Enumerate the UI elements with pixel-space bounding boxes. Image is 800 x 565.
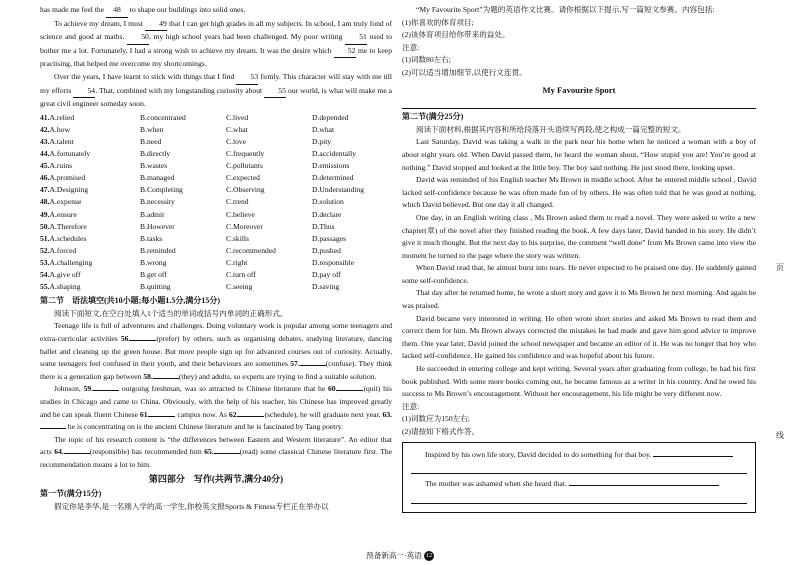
option-d: D.passages xyxy=(312,233,346,243)
page-number: 12 xyxy=(425,552,433,559)
option-d: D.depended xyxy=(312,112,349,122)
option-a: 47.A.Designing xyxy=(40,185,89,195)
option-d: D.solution xyxy=(312,197,344,207)
answer-line[interactable] xyxy=(402,108,756,109)
writing-section1-title: 第一节(满分15分) xyxy=(40,489,102,499)
story-paragraph: Last Saturday, David was taking a walk in the park near his home when he noticed a woman with a boy of about eight years old. When David passed them, he heard the woman shout, “How stupid you are! You’re good at nothing.” David stopped and looked at the little boy. The boy said nothing. He just stood there, looking upset. xyxy=(402,137,756,172)
option-c: C.love xyxy=(226,136,247,146)
cloze-options xyxy=(40,112,392,293)
question-number: 45. xyxy=(40,161,50,171)
option-c: C.right xyxy=(226,257,248,267)
option-a: 55.A.shaping xyxy=(40,282,81,292)
side-mark-1: 页 xyxy=(776,263,784,272)
writing-point-2: (2)该体育项目给你带来的益处。 xyxy=(402,30,510,40)
question-number: 44. xyxy=(40,149,50,159)
question-number: 42. xyxy=(40,124,50,134)
answer-line[interactable] xyxy=(411,491,747,504)
option-c: C.pollutants xyxy=(226,161,263,171)
grammar-paragraph-3: The topic of his research content is “the differences between Eastern and Western literature”. An editor that acts 64. (responsible) has recommended him 65. (read) some classical Chinese literature first. The recommendation means a lot to him. xyxy=(40,434,392,469)
note-label: 注意: xyxy=(402,42,420,52)
option-b: B.tasks xyxy=(140,233,163,243)
option-c: C.seeing xyxy=(226,282,253,292)
story-paragraph: David became very interested in writing. He often wrote short stories and asked Ms Brown to read them and correct them for him. Ms Brown always corrected the mistakes he had made and gave him good advice to improve them. One year later, David joined the school newspaper and became an editor of it. He was no longer that boy who lacked self-confidence. He gained his confidence and was hopeful about his future. xyxy=(402,313,756,361)
option-c: C.recommended xyxy=(226,245,276,255)
grammar-paragraph-1: Teenage life is full of adventures and challenges. Doing voluntary work is popular among some teenagers and extra-curricular activities 56. (prefer) by others, such as organising debates, studying literature, dancing ballet and cleaning up the green house. But more people sign up for advanced courses out of curiosity. Actually, some teenagers feel confused in their youth, and their behaviours are sometimes 57. (confuse). They think there is a generation gap between 58. (they) and adults, so experts are trying to find a suitable solution. xyxy=(40,321,392,381)
option-b: B.However xyxy=(140,221,175,231)
option-a: 42.A.how xyxy=(40,124,70,134)
writing-section1-prompt: 假定你是李华,是一名刚入学的高一学生,你校英文报Sports & Fitness专栏正在举办以 xyxy=(54,501,329,511)
option-b: B.quitting xyxy=(140,282,171,292)
option-d: D.pushed xyxy=(312,245,341,255)
option-c: C.expected xyxy=(226,173,260,183)
question-number: 43. xyxy=(40,136,50,146)
cloze-paragraph-1: has made me feel the 48 to shape our buildings into solid ones. xyxy=(40,4,392,18)
cloze-paragraph-2: To achieve my dream, I must 49 that I can get high grades in all my subjects. In school, I am truly fond of science and good at maths. 50, my high school years had been challenged. My poor writing 51 used to bother me a lot. Fortunately, I had a strong wish to achieve my dream. It was the desire which 52 me to keep practising, that helped me overcome my shortcomings. xyxy=(40,18,392,69)
question-number: 46. xyxy=(40,173,50,183)
option-d: D.saving xyxy=(312,282,340,292)
question-number: 49. xyxy=(40,209,50,219)
option-b: B.directly xyxy=(140,149,171,159)
option-d: D.Thus xyxy=(312,221,335,231)
note-1: (1)词数80左右; xyxy=(402,55,451,65)
answer-line[interactable] xyxy=(411,461,747,474)
option-d: D.accidentally xyxy=(312,149,357,159)
story-paragraph: When David read that, he almost burst into tears. He never expected to be praised one day. He suddenly gained some self-confidence. xyxy=(402,263,756,285)
option-d: D.emissions xyxy=(312,161,350,171)
question-number: 50. xyxy=(40,221,50,231)
note-label-2: 注意: xyxy=(402,401,420,411)
option-a: 53.A.challenging xyxy=(40,257,93,267)
option-a: 50.A.Therefore xyxy=(40,221,87,231)
option-d: D.what xyxy=(312,124,335,134)
question-number: 47. xyxy=(40,185,50,195)
option-b: B.concentrated xyxy=(140,112,186,122)
option-b: B.necessity xyxy=(140,197,175,207)
option-b: B.wrong xyxy=(140,257,167,267)
question-number: 51. xyxy=(40,233,50,243)
writing-point-1: (1)你喜欢的体育项目; xyxy=(402,17,474,27)
option-b: B.reminded xyxy=(140,245,176,255)
option-c: C.trend xyxy=(226,197,249,207)
writing-section2-instructions: 阅读下面材料,根据其内容和所给段落开头语续写两段,使之构成一篇完整的短文。 xyxy=(416,124,686,134)
answer-box-opening-1: Inspired by his own life story, David decided to do something for that boy. xyxy=(411,449,747,462)
option-d: D.pity xyxy=(312,136,332,146)
option-c: C.Moreover xyxy=(226,221,263,231)
option-a: 54.A.give off xyxy=(40,269,81,279)
page-footer xyxy=(0,550,800,561)
option-c: C.believe xyxy=(226,209,255,219)
note-2: (2)可以适当增加细节,以使行文连贯。 xyxy=(402,67,527,77)
story-paragraph: He succeeded in entering college and kept writing. Several years after graduating from college, he had his first book published. With some more books coming out, he became famous as a writer in his country. And he owed his success to Ms Brown’s encouragement. Without her encouragement, his life might be very different now. xyxy=(402,364,756,399)
essay-title: My Favourite Sport xyxy=(542,84,616,95)
option-b: B.when xyxy=(140,124,164,134)
option-b: B.admit xyxy=(140,209,165,219)
answer-box-opening-2: The mother was ashamed when she heard that. xyxy=(411,478,747,491)
option-a: 44.A.fortunately xyxy=(40,149,91,159)
option-b: B.Completing xyxy=(140,185,183,195)
option-a: 41.A.relied xyxy=(40,112,75,122)
note-2-2: (2)请按如下格式作答。 xyxy=(402,427,480,436)
option-c: C.frequently xyxy=(226,149,265,159)
option-c: C.Observing xyxy=(226,185,265,195)
option-b: B.get off xyxy=(140,269,167,279)
footer-text: 预备新高一·英语 xyxy=(366,550,422,560)
question-number: 53. xyxy=(40,257,50,267)
grammar-instructions: 阅读下面短文,在空白处填入1个适当的单词或括号内单词的正确形式。 xyxy=(54,308,288,318)
note-2-1: (1)词数应为150左右; xyxy=(402,414,470,424)
story-paragraph: David was reminded of his English teacher Ms Brown in middle school. After he entered middle school , David lacked self-confidence because he was often made fun of by others. He was often told that he was good at nothing, which David believed. But one day it all changed. xyxy=(402,175,756,210)
option-c: C.skills xyxy=(226,233,250,243)
writing-section2-title: 第二节(满分25分) xyxy=(402,112,464,122)
left-column xyxy=(40,4,392,513)
option-b: B.managed xyxy=(140,173,175,183)
option-b: B.wastes xyxy=(140,161,168,171)
option-a: 51.A.schedules xyxy=(40,233,87,243)
right-column xyxy=(402,4,756,513)
option-d: D.declare xyxy=(312,209,342,219)
option-d: D.responsible xyxy=(312,257,354,267)
option-c: C.lived xyxy=(226,112,249,122)
option-c: C.what xyxy=(226,124,248,134)
grammar-section-title: 第二节 语法填空(共10小题;每小题1.5分,满分15分) xyxy=(40,296,220,306)
cloze-paragraph-3: Over the years, I have learnt to stick with things that I find 53 firmly. This character will stay with me till my efforts 54. That, combined with my longstanding curiosity about 55 our world, is what will make me a great civil engineer someday soon. xyxy=(40,71,393,109)
option-a: 52.A.forced xyxy=(40,245,77,255)
side-mark-2: 线 xyxy=(776,431,784,440)
question-number: 55. xyxy=(40,282,50,292)
question-number: 54. xyxy=(40,269,50,279)
question-number: 52. xyxy=(40,245,50,255)
part4-heading: 第四部分 写作(共两节,满分40分) xyxy=(148,474,284,485)
option-d: D.pay off xyxy=(312,269,341,279)
question-number: 41. xyxy=(40,112,50,122)
option-a: 49.A.ensure xyxy=(40,209,77,219)
option-a: 46.A.promised xyxy=(40,173,86,183)
story-paragraph: That day after he returned home, he wrote a short story and gave it to Ms Brown he next morning. And again he was praised. xyxy=(402,288,756,311)
option-d: D.Understanding xyxy=(312,185,365,195)
option-d: D.determined xyxy=(312,173,354,183)
writing-prompt-continued: “My Favourite Sport”为题的英语作文比赛。请你根据以下提示,写一篇短文参赛。内容包括: xyxy=(416,5,715,14)
option-a: 48.A.expense xyxy=(40,197,82,207)
story-paragraph: One day, in an English writing class , Ms Brown asked them to read a novel. They were asked to write a new chapter(章) of the novel after they finished reading the book. A few days later, David handed in his story. He didn’t give it much thought. But the next day to his surprise, the comment “well done” from Ms Brown came into view the moment he turned to the page where the story was written. xyxy=(402,212,756,260)
option-b: B.need xyxy=(140,136,162,146)
option-a: 43.A.talent xyxy=(40,136,74,146)
grammar-paragraph-2: Johnson, 59. outgoing freshman, was so attracted to Chinese literature that he 60. (quit) his studies in Chicago and came to China. Obviously, with the help of his teacher, his Chinese has improved greatly and he can speak fluent Chinese 61. campus now. As 62. (schedule), he will graduate next year. 63. he is concentrating on is the ancient Chinese literature and he is fascinated by Tang poetry. xyxy=(40,384,393,432)
answer-box xyxy=(402,442,756,513)
question-number: 48. xyxy=(40,197,50,207)
option-c: C.turn off xyxy=(226,269,256,279)
option-a: 45.A.ruins xyxy=(40,161,73,171)
